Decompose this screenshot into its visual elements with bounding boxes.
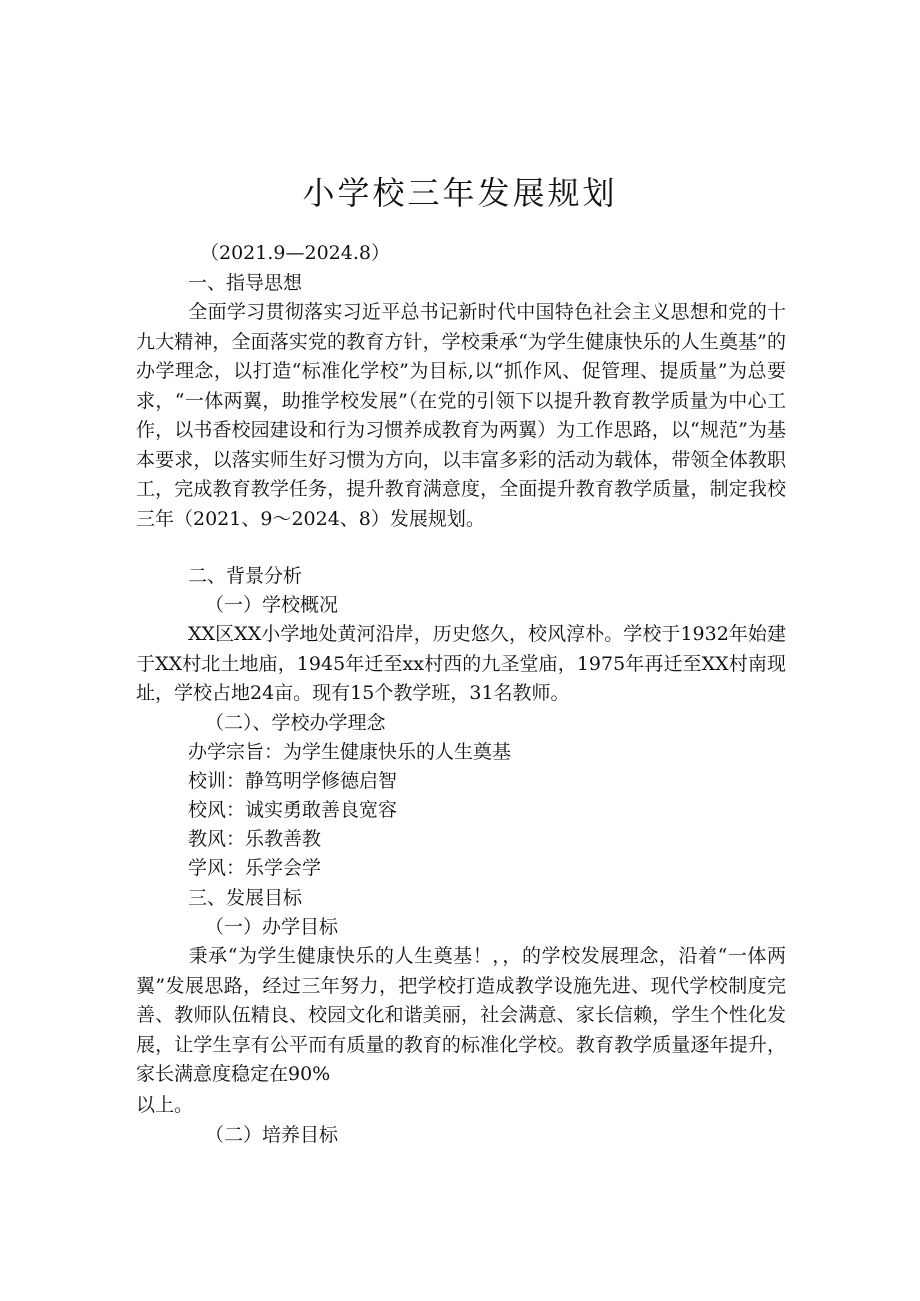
goals-paragraph: 秉承“为学生健康快乐的人生奠基！，，的学校发展理念，沿着“一体两翼”发展思路，经过三年努力，把学校打造成教学设施先进、现代学校制度完善、教师队伍精良、校园文化和谐美丽，社会满意、家长信赖，学生个性化发展，让学生享有公平而有质量的教育的标准化学校。教育教学质量逐年提升，家长满意度稳定在90% [136, 945, 786, 1085]
subsection-goals-heading: （一）办学目标 [205, 916, 339, 938]
motto-line: 校训：静笃明学修德启智 [188, 770, 398, 792]
section-1-paragraph: 全面学习贯彻落实习近平总书记新时代中国特色社会主义思想和党的十九大精神，全面落实党的教育方针，学校秉承“为学生健康快乐的人生奠基”的办学理念，以打造“标准化学校”为目标,以“抓作风、促管理、提质量”为总要求，“一体两翼，助推学校发展”（在党的引领下以提升教育教学质量为中心工作，以书香校园建设和行为习惯养成教育为两翼）为工作思路，以“规范”为基本要求，以落实师生好习惯为方向，以丰富多彩的活动为载体，带领全体教职工，完成教育教学任务，提升教育满意度，全面提升教育教学质量，制定我校三年（2021、9～2024、8）发展规划。 [136, 301, 786, 530]
motto-line: 教风：乐教善教 [188, 828, 322, 850]
goals-paragraph-tail: 以上。 [136, 1094, 194, 1116]
document-title: 小学校三年发展规划 [302, 174, 618, 212]
section-1-heading: 一、指导思想 [188, 272, 303, 294]
motto-line: 办学宗旨：为学生健康快乐的人生奠基 [188, 741, 512, 763]
section-2-heading: 二、背景分析 [188, 565, 303, 587]
motto-line: 学风：乐学会学 [188, 857, 322, 879]
school-overview-paragraph: XX区XX小学地处黄河沿岸，历史悠久，校风淳朴。学校于1932年始建于XX村北土地庙，1945年迁至xx村西的九圣堂庙，1975年再迁至XX村南现址，学校占地24亩。现有15个教学班，31名教师。 [136, 623, 786, 704]
subsection-philosophy-heading: （二）、学校办学理念 [205, 712, 386, 734]
section-3-heading: 三、发展目标 [188, 887, 303, 909]
subsection-training-goals-heading: （二）培养目标 [205, 1124, 339, 1146]
subsection-school-overview-heading: （一）学校概况 [205, 594, 339, 616]
date-range: （2021.9—2024.8） [200, 242, 390, 264]
motto-line: 校风：诚实勇敢善良宽容 [188, 799, 398, 821]
